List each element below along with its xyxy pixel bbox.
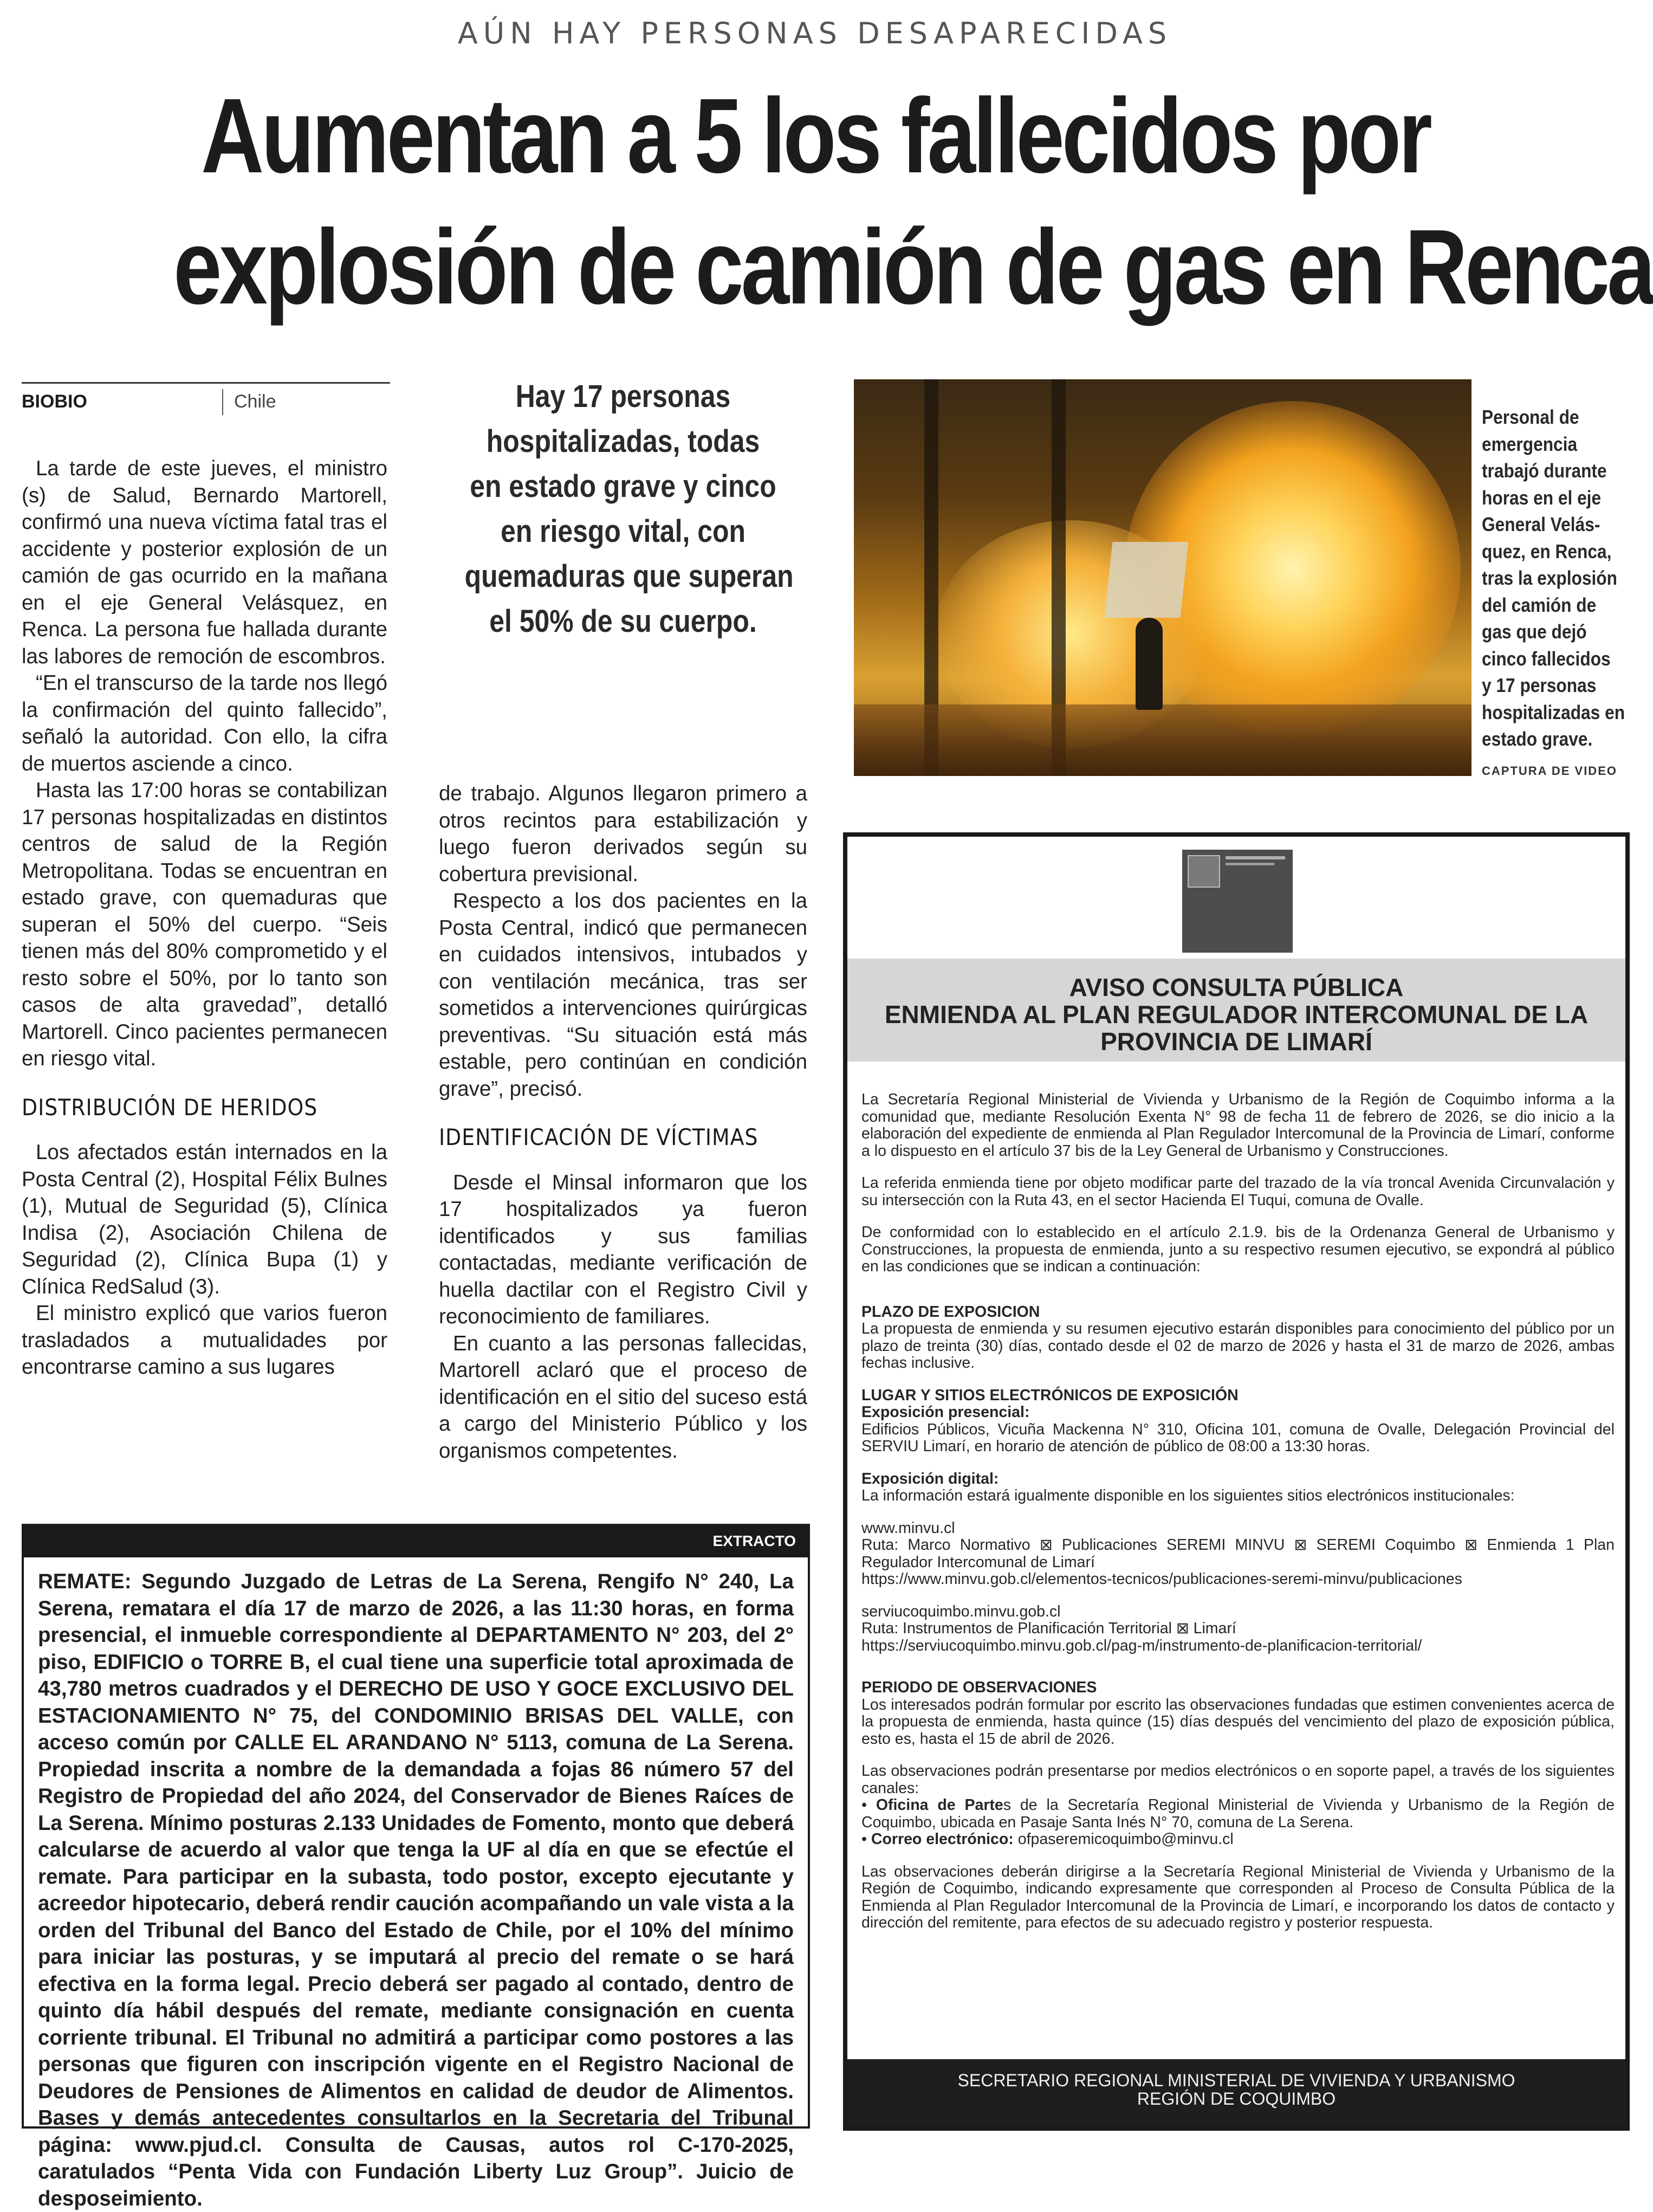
headline	[33, 70, 1653, 333]
headline-line-1: Aumentan a 5 los fallecidos por	[201, 76, 1430, 195]
paragraph: En cuanto a las personas fallecidas, Martorell aclaró que el proceso de identificación en el sitio del suceso está a cargo del Ministerio Público y los organismos competentes.	[439, 1331, 807, 1463]
government-seal-icon	[1188, 855, 1220, 888]
notice-paragraph: La propuesta de enmienda y su resumen ejecutivo estarán disponibles para conocimiento del público por un plazo de treinta (30) días, contado desde el 02 de marzo de 2026 y hasta el 31 de marzo de 2026, ambas fechas inclusive.	[861, 1320, 1615, 1372]
logo-stripe	[1226, 856, 1285, 859]
notice-title-line: ENMIENDA AL PLAN REGULADOR INTERCOMUNAL DE LA	[884, 1000, 1589, 1029]
notice-title-line: PROVINCIA DE LIMARÍ	[1100, 1027, 1372, 1056]
channel-text: s de la Secretaría Regional Ministerial de Vivienda y Urbanismo de la Región de Coquimbo, ubicada en Pasaje Santa Inés N° 70, comuna de La Serena.	[861, 1796, 1615, 1831]
notice-title	[847, 959, 1625, 1062]
section-plazo-title: PLAZO DE EXPOSICION	[861, 1303, 1040, 1321]
caption-line: estado grave.	[1482, 728, 1593, 750]
pull-quote-line: en estado grave y cinco	[470, 469, 776, 504]
paragraph: Hasta las 17:00 horas se contabilizan 17 personas hospitalizadas en distintos centros de salud de la Región Metropolitana. Todas se encuentran en estado grave, con quemaduras que superan el 50% del cuerpo. “Seis tienen más del 80% comprometido y el resto sobre el 50%, por lo tanto son casos de alta gravedad”, detalló Martorell. Cinco pacientes permanecen en riesgo vital.	[22, 779, 387, 1070]
subhead-distribucion: DISTRIBUCIÓN DE HERIDOS	[22, 1094, 318, 1121]
notice-paragraph: Los interesados podrán formular por escrito las observaciones fundadas que estimen convenientes acerca de la propuesta de enmienda, hasta quince (15) días después del vencimiento del plazo de exposición pública, esto es, hasta el 15 de abril de 2026.	[861, 1696, 1615, 1748]
website-url-link[interactable]: https://serviucoquimbo.minvu.gob.cl/pag-m/instrumento-de-planificacion-territorial/	[861, 1637, 1422, 1654]
photo-credit: CAPTURA DE VIDEO	[1482, 764, 1617, 778]
paragraph: de trabajo. Algunos llegaron primero a otros recintos para estabilización y luego fueron derivados según su cobertura previsional.	[439, 782, 807, 886]
pull-quote-line: en riesgo vital, con	[501, 514, 746, 549]
subhead-identificacion: IDENTIFICACIÓN DE VÍCTIMAS	[439, 1124, 759, 1150]
caption-line: horas en el eje	[1482, 486, 1602, 509]
caption-line: tras la explosión	[1482, 567, 1618, 589]
channel-label: Correo electrónico:	[871, 1831, 1014, 1848]
notice-paragraph: Edificios Públicos, Vicuña Mackenna N° 310, Oficina 101, comuna de Ovalle, Delegación Provincial del SERVIU Limarí, en horario de atención de público de 08:00 a 13:30 horas.	[861, 1420, 1615, 1455]
extract-text: REMATE: Segundo Juzgado de Letras de La Serena, Rengifo N° 240, La Serena, rematara el día 17 de marzo de 2026, a las 11:30 horas, en forma presencial, el inmueble correspondiente al DEPARTAMENTO N° 203, del 2° piso, EDIFICIO o TORRE B, el cual tiene una superficie total aproximada de 43,780 metros cuadrados y el DERECHO DE USO Y GOCE EXCLUSIVO DEL ESTACIONAMIENTO N° 75, del CONDOMINIO BRISAS DEL VALLE, con acceso común por CALLE EL ARANDANO N° 5113, comuna de La Serena. Propiedad inscrita a nombre de la demandada a fojas 86 número 57 del Registro de Propiedad del año 2024, del Conservador de Bienes Raíces de La Serena. Mínimo posturas 2.133 Unidades de Fomento, monto que deberá calcularse de acuerdo al valor que tenga la UF al día en que se efectúe el remate. Para participar en la subasta, todo postor, excepto ejecutante y acreedor hipotecario, deberá rendir caución acompañando un vale vista a la orden del Tribunal del Banco del Estado de Chile, por el 10% del mínimo para iniciar las posturas, y se imputará al precio del remate o se hará efectiva en la forma legal. Precio deberá ser pagado al contado, dentro de quinto día hábil después del remate, mediante consignación en cuenta corriente tribunal. El Tribunal no admitirá a participar como postores a las personas que figuren con inscripción vigente en el Registro Nacional de Deudores de Pensiones de Alimentos en calidad de deudor de Alimentos. Bases y demás antecedentes consultarlos en la Secretaria del Tribunal página: www.pjud.cl. Consulta de Causas, autos rol C-170-2025, caratulados “Penta Vida con Fundación Liberty Luz Group”. Juicio de desposeimiento.	[38, 1570, 794, 2210]
bullet-icon: •	[861, 1796, 876, 1814]
paragraph: El ministro explicó que varios fueron trasladados a mutualidades por encontrarse camino a sus lugares	[22, 1302, 387, 1379]
seremi-logo	[1182, 850, 1293, 953]
person-silhouette	[1136, 618, 1163, 710]
pull-quote-line: Hay 17 personas	[515, 379, 731, 414]
presencial-title: Exposición presencial:	[861, 1403, 1030, 1421]
email-link[interactable]: ofpaseremicoquimbo@minvu.cl	[1013, 1831, 1234, 1848]
ground	[854, 704, 1472, 776]
footer-line: SECRETARIO REGIONAL MINISTERIAL DE VIVIENDA Y URBANISMO	[957, 2071, 1515, 2090]
headline-line-2: explosión de camión de gas en Renca	[173, 208, 1653, 326]
notice-paragraph: La referida enmienda tiene por objeto modificar parte del trazado de la vía troncal Avenida Circunvalación y su intersección con la Ruta 43, en el sector Hacienda El Tuqui, comuna de Ovalle.	[861, 1174, 1615, 1209]
caption-line: emergencia	[1482, 432, 1578, 455]
pull-quote-line: el 50% de su cuerpo.	[489, 604, 757, 639]
explosion-photo	[854, 379, 1472, 776]
byline	[22, 382, 390, 415]
caption-line: del camión de	[1482, 593, 1597, 616]
pull-quote-line: quemaduras que superan	[464, 559, 794, 594]
notice-paragraph: La Secretaría Regional Ministerial de Vivienda y Urbanismo de la Región de Coquimbo informa a la comunidad que, mediante Resolución Exenta N° 98 de fecha 11 de febrero de 2026, se dio inicio a la elaboración del expediente de enmienda al Plan Regulador Intercomunal de la Provincia de Limarí, conforme a lo dispuesto en el artículo 37 bis de la Ley General de Urbanismo y Construcciones.	[861, 1091, 1615, 1160]
extract-label: EXTRACTO	[24, 1526, 808, 1557]
notice-paragraph: Las observaciones podrán presentarse por medios electrónicos o en soporte papel, a través de los siguientes canales:	[861, 1762, 1615, 1797]
pull-quote-line: hospitalizadas, todas	[486, 424, 760, 459]
channel-label: Oficina de Parte	[876, 1796, 1003, 1814]
logo-stripe	[1226, 863, 1274, 865]
public-consultation-notice	[843, 832, 1630, 2131]
section-observaciones-title: PERIODO DE OBSERVACIONES	[861, 1679, 1097, 1696]
notice-paragraph: Las observaciones deberán dirigirse a la Secretaría Regional Ministerial de Vivienda y Urbanismo de la Región de Coquimbo, indicando expresamente que corresponden al Proceso de Consulta Pública de la Enmienda al Plan Regulador Intercomunal de la Provincia de Limarí, e incorporando los datos de contacto y dirección del remitente, para efectos de su adecuado registro y posterior respuesta.	[861, 1862, 1615, 1931]
article-column-1	[22, 455, 387, 1381]
website-route: Ruta: Instrumentos de Planificación Territorial ⊠ Limarí	[861, 1620, 1236, 1637]
byline-place: Chile	[234, 391, 276, 412]
truck-silhouette	[1105, 542, 1189, 618]
pull-quote	[439, 374, 807, 644]
caption-line: y 17 personas	[1482, 674, 1597, 696]
section-lugar-title: LUGAR Y SITIOS ELECTRÓNICOS DE EXPOSICIÓN	[861, 1386, 1239, 1404]
paragraph: Desde el Minsal informaron que los 17 hospitalizados ya fueron identificados y sus familias contactadas, mediante verificación de huella dactilar con el Registro Civil y reconocimiento de familiares.	[439, 1170, 807, 1328]
digital-title: Exposición digital:	[861, 1470, 999, 1487]
footer-line: REGIÓN DE COQUIMBO	[1137, 2089, 1336, 2108]
caption-line: hospitalizadas en	[1482, 701, 1625, 723]
paragraph: Los afectados están internados en la Posta Central (2), Hospital Félix Bulnes (1), Mutual de Seguridad (5), Clínica Indisa (2), Asociación Chilena de Seguridad (2), Clínica Bupa (1) y Clínica RedSalud (3).	[22, 1141, 387, 1298]
website-link[interactable]: www.minvu.cl	[861, 1519, 955, 1537]
notice-paragraph: La información estará igualmente disponible en los siguientes sitios electrónicos institucionales:	[861, 1487, 1515, 1504]
paragraph: Respecto a los dos pacientes en la Posta Central, indicó que permanecen en cuidados intensivos, intubados y con ventilación mecánica, tras ser sometidos a intervenciones quirúrgicas preventivas. “Su situación está más estable, pero continúan en condición grave”, precisó.	[439, 889, 807, 1101]
byline-divider	[222, 389, 223, 415]
notice-body	[861, 1091, 1615, 1947]
notice-title-line: AVISO CONSULTA PÚBLICA	[1069, 973, 1404, 1001]
article-column-2	[439, 780, 807, 1464]
caption-line: Personal de	[1482, 406, 1579, 428]
paragraph: “En el transcurso de la tarde nos llegó la confirmación del quinto fallecido”, señaló la autoridad. Con ello, la cifra de muertos asciende a cinco.	[22, 671, 387, 775]
notice-signature-footer	[847, 2059, 1625, 2126]
caption-line: trabajó durante	[1482, 460, 1607, 482]
bullet-icon: •	[861, 1831, 871, 1848]
paragraph: La tarde de este jueves, el ministro (s) de Salud, Bernardo Martorell, confirmó una nueva víctima fatal tras el accidente y posterior explosión de un camión de gas ocurrido en la mañana en el eje General Velásquez, en Renca. La persona fue hallada durante las labores de remoción de escombros.	[22, 457, 387, 668]
website-link[interactable]: serviucoquimbo.minvu.gob.cl	[861, 1602, 1061, 1620]
notice-paragraph: De conformidad con lo establecido en el artículo 2.1.9. bis de la Ordenanza General de Urbanismo y Construcciones, la propuesta de enmienda, junto a su respectivo resumen ejecutivo, se expondrá al público en las condiciones que se indican a continuación:	[861, 1224, 1615, 1275]
website-route: Ruta: Marco Normativo ⊠ Publicaciones SEREMI MINVU ⊠ SEREMI Coquimbo ⊠ Enmienda 1 Plan Regulador Intercomunal de Limarí	[861, 1536, 1615, 1571]
caption-line: gas que dejó	[1482, 620, 1587, 643]
kicker: AÚN HAY PERSONAS DESAPARECIDAS	[457, 16, 1172, 50]
photo-caption	[1482, 404, 1628, 753]
caption-line: General Velás-	[1482, 513, 1600, 535]
caption-line: cinco fallecidos	[1482, 647, 1611, 670]
byline-source: BIOBIO	[22, 391, 87, 412]
extract-notice	[22, 1524, 810, 2210]
channel-email	[861, 1831, 1615, 1848]
caption-line: quez, en Renca,	[1482, 540, 1612, 562]
channel-oficina	[861, 1797, 1615, 1831]
website-url-link[interactable]: https://www.minvu.gob.cl/elementos-tecnicos/publicaciones-seremi-minvu/publicaciones	[861, 1570, 1462, 1588]
